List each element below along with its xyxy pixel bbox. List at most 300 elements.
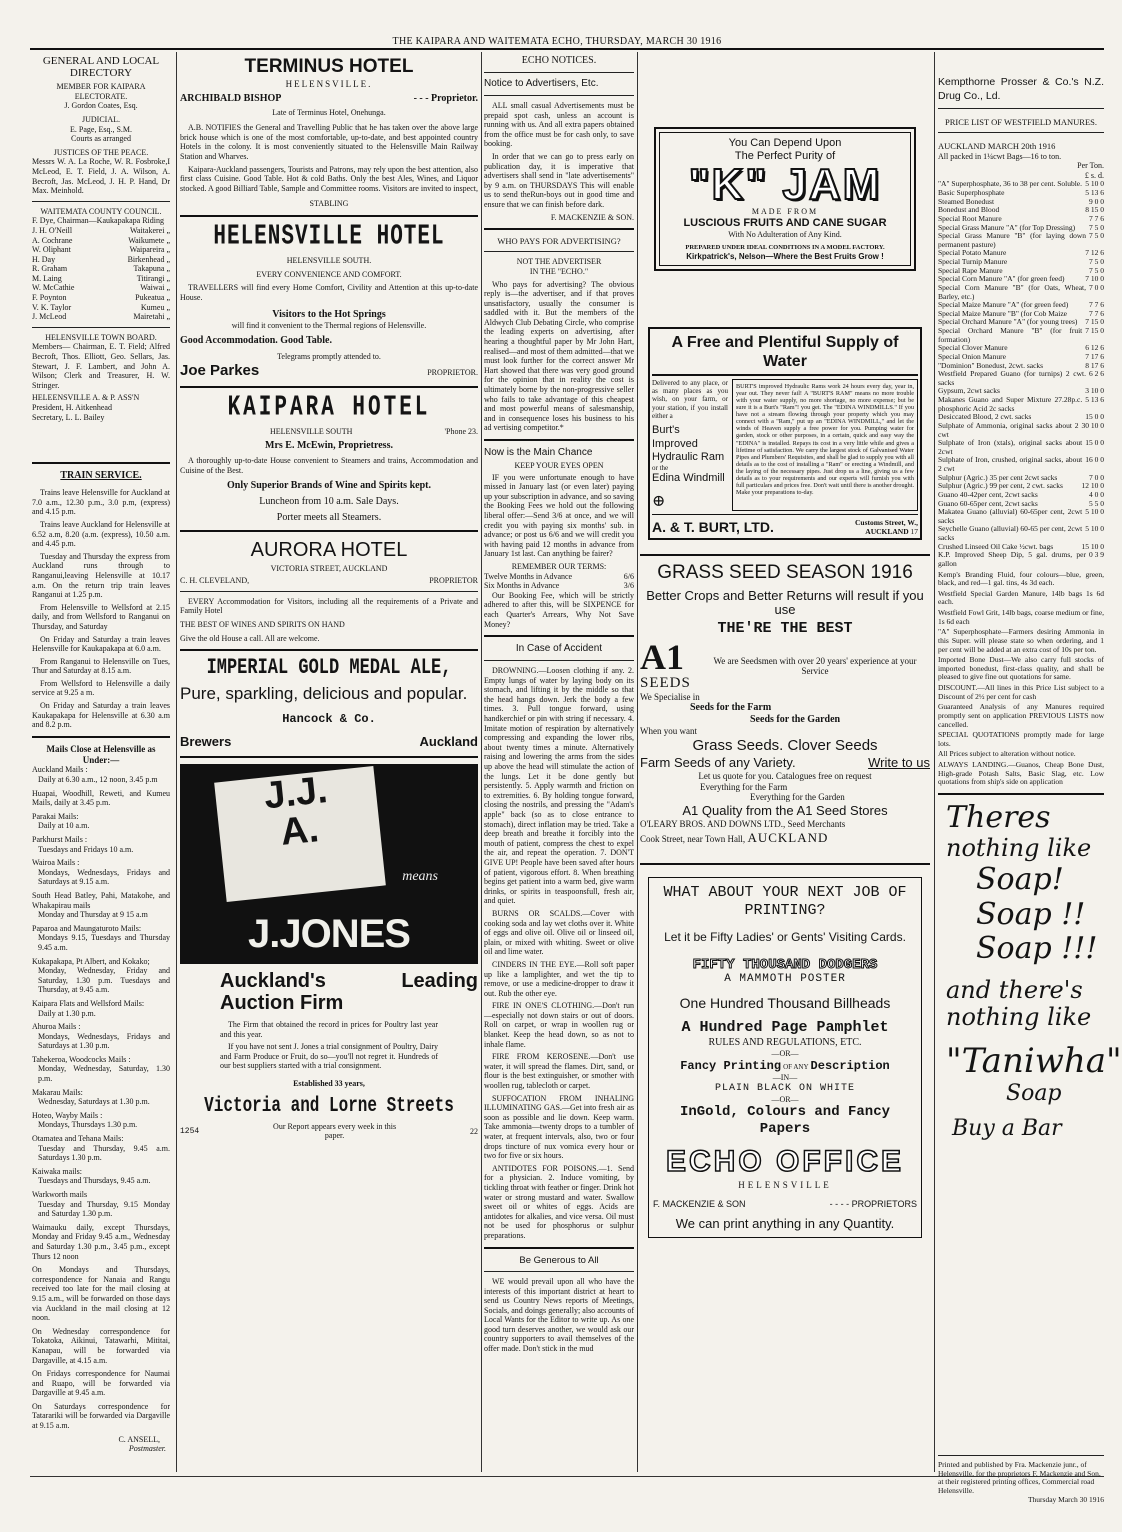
a1-seeds: SEEDS — [640, 674, 691, 691]
price-note: SPECIAL QUOTATIONS promptly made for large lots. — [938, 730, 1104, 748]
price-value: 7 5 0 — [1089, 231, 1104, 241]
aurora-name: AURORA HOTEL — [250, 538, 408, 561]
kaipara-hotel-lunch: Luncheon from 10 a.m. Sale Days. — [259, 495, 399, 507]
term-twelve: Twelve Months in Advance — [484, 571, 573, 581]
accident-cinders: CINDERS IN THE EYE.—Roll soft paper up like a lamplighter, and wet the tip to remove, or use a medicine-dropper to draw it out. Rub the other eye. — [484, 959, 634, 998]
grass-l1: Better Crops and Better Returns will result if you use — [646, 587, 924, 617]
mail-list — [32, 765, 170, 1430]
price-item: Sulphate of Iron (xtals), original sacks about 2cwt — [938, 438, 1083, 456]
price-value: 5 13 6 — [1085, 188, 1104, 198]
kaipara-hotel-phone: 'Phone 23. — [444, 426, 478, 436]
grass-cook: Cook Street, near Town Hall, — [640, 833, 746, 844]
price-item: Special Root Manure — [938, 213, 1002, 223]
column-notices — [484, 52, 634, 1462]
print-l1: Let it be Fifty Ladies' or Gents' Visiting Cards. — [664, 930, 906, 945]
echo-p1: ALL small casual Advertisements must be prepaid spot cash, unless an account is running with us. And all extra papers obtained from the office must be for cash only, to save booking. — [484, 101, 634, 149]
price-value: 7 0 0 — [1089, 472, 1104, 482]
column-divider — [637, 52, 638, 1472]
who-body: Who pays for advertising? The obvious reply is—the advertiser, and if that proves unsatisfactory, usually the consumer is saddled with it. But the members of the Aldwych Club Debating Circle, who comprise the leading experts on advertising, after hearing a thoughtful paper by Mr John Hart, realised—and most of them admitted—that we must look further for the correct answer Mr Hart showed that there was very good ground for the opinion that in reality the cost is ultimately borne by the non-progressive seller who fails to take advantage of this cheapest and most powerful means of salesmanship, and in consequence loses his business to his ad vertising competitor.* — [484, 279, 634, 433]
burt-ram: Burt's Improved Hydraulic Ram — [652, 424, 725, 463]
mail-route: Wairoa Mails : — [32, 858, 80, 868]
aurora-best: THE BEST OF WINES AND SPIRITS ON HAND — [180, 620, 345, 630]
price-value: 7 15 0 — [1085, 317, 1104, 327]
price-row — [938, 284, 1104, 301]
price-note: ALWAYS LANDING.—Guanos, Cheap Bone Dust, High-grade Potash Salts, Basic Slag, etc. Low quotations from ship's side on application — [938, 760, 1104, 787]
terminus-role: - - - Proprietor. — [413, 92, 478, 104]
mail-times: Monday and Thursday at 9 15 a.m — [38, 910, 148, 920]
jjones-banner — [180, 764, 478, 964]
terminus-stabling: STABLING — [309, 199, 349, 209]
a1-logo: A1 — [640, 637, 684, 678]
council-row — [32, 312, 170, 322]
price-note: DISCOUNT.—All lines in this Price List subject to a Discount of 2½ per cent for cash — [938, 683, 1104, 701]
kaipara-hotel-porter: Porter meets all Steamers. — [276, 511, 382, 523]
price-value: 7 7 6 — [1089, 213, 1104, 223]
soap-l5: Soap !!! — [976, 931, 1098, 967]
soap-ad — [938, 799, 1122, 1142]
kemp-price: PRICE LIST OF WESTFIELD MANURES. — [945, 117, 1097, 128]
terminus-prop: ARCHIBALD BISHOP — [180, 92, 282, 104]
mail-times: Mondays 9.15, Tuesdays and Thursday 9.45 a.m. — [38, 933, 170, 952]
aurora-old: Give the old House a call. All are welcome. — [180, 633, 320, 643]
jjones-p1: The Firm that obtained the record in prices for Poultry last year and this year. — [220, 1019, 438, 1039]
grass-farm: Seeds for the Farm — [690, 702, 772, 714]
kaipara-hotel-wine: Only Superior Brands of Wine and Spirits kept. — [227, 479, 431, 491]
print-we: We can print anything in any Quantity. — [675, 1215, 895, 1231]
price-note: "A" Superphosphate—Farmers desiring Ammonia in this Super. will please state so when ordering, and 1 per cent will be added at an extra cost of 10s per ton. — [938, 627, 1104, 654]
kaipara-hotel-body: A thoroughly up-to-date House convenient to Steamers and trains, Accommodation and Cuisine of the Best. — [180, 456, 478, 476]
kjam-l1: You Can Depend Upon — [728, 137, 842, 149]
mail-route: Warkworth mails — [32, 1190, 88, 1199]
price-item: Steamed Bonedust — [938, 196, 995, 206]
mail-route: Ahuroa Mails : — [32, 1022, 81, 1032]
price-value: 5 10 0 — [1085, 507, 1104, 517]
price-value: 15 0 0 — [1085, 412, 1104, 422]
price-value: 6 2 6 — [1089, 369, 1104, 379]
mail-route: Makarau Mails: — [32, 1087, 83, 1097]
aurora-prop: C. H. CLEVELAND, — [180, 576, 250, 586]
hot-springs: Visitors to the Hot Springs — [272, 308, 386, 320]
print-l7c: Description — [810, 1058, 890, 1073]
imprint-date: Thursday March 30 1916 — [1027, 1494, 1104, 1504]
grass-every2: Everything for the Garden — [750, 792, 845, 803]
judicial-2: Courts as arranged — [71, 134, 131, 144]
column-divider — [481, 52, 482, 1472]
jjones-logo-1: J.J. — [261, 769, 330, 818]
price-item: Special Orchard Manure "B" (for fruit formation) — [938, 326, 1083, 344]
grass-every: Everything for the Farm — [700, 781, 788, 792]
jjones-report: Our Report appears every week in this paper. — [273, 1121, 397, 1141]
aurora-addr: VICTORIA STREET, AUCKLAND — [270, 563, 388, 573]
mail-item — [32, 858, 170, 887]
helensville-hotel-role: PROPRIETOR. — [427, 367, 478, 377]
price-value: 6 12 6 — [1085, 343, 1104, 353]
print-l4: One Hundred Thousand Billheads — [679, 994, 891, 1011]
mail-times: Mondays, Wednesdays, Fridays and Saturdays at 9.15 a.m. — [38, 867, 170, 887]
chance-body2: Our Booking Fee, which will be strictly adhered to after this, will be SIXPENCE for each Quarter's Arrears, Why Not Save Money? — [484, 590, 634, 629]
jjones-p2: If you have not sent J. Jones a trial consignment of Poultry, Dairy and Farm Produce or Fruit, do so—you'll not regret it. Hundreds of our best suppliers started with a trial consignment. — [220, 1042, 438, 1071]
print-l8: PLAIN BLACK ON WHITE — [714, 1082, 856, 1094]
train-paragraph: From Ranganui to Helensville on Tues, Thur and Saturday at 8.15 a.m. — [32, 656, 170, 676]
price-value: 0 3 9 — [1089, 550, 1104, 560]
jjones-means: means — [402, 868, 438, 884]
grass-oleary: O'LEARY BROS. AND DOWNS LTD., Seed Merchants — [640, 818, 846, 829]
price-note: Guaranteed Analysis of any Manures required promptly sent on application PREVIOUS LISTS now cancelled. — [938, 702, 1104, 729]
who-s1: NOT THE ADVERTISER — [516, 257, 602, 267]
price-list — [938, 180, 1104, 568]
grass-seeds: Grass Seeds. Clover Seeds — [692, 737, 878, 755]
generous-body: WE would prevail upon all who have the interests of this important district at heart to send us Country News reports of Meetings, Socials, and doings generally; also accounts of Local Wants for the Editor to write up. As one good turn deserves another, we would ask our country supporters to avail themselves of the offer made. Don't stick in the mud — [484, 1276, 634, 1354]
price-value: 7 0 0 — [1089, 282, 1104, 292]
council-member: A. Cochrane — [32, 235, 73, 245]
mail-route: Paparoa and Maungaturoto Mails: — [32, 923, 142, 933]
term-six-price: 3/6 — [623, 581, 634, 591]
column-hotels — [180, 52, 478, 1462]
column-ads — [640, 52, 930, 1462]
imprint-text: Printed and published by Fra. Mackenzie junr., of Helensville, for the proprietors F. Mackenzie and Son, at their registered printing offices, Commercial road Helensville. — [938, 1460, 1101, 1495]
price-item: Special Clover Manure — [938, 343, 1008, 353]
burt-left: Delivered to any place, or as many places as you wish, on your farm, or your station, if you install either a — [652, 378, 728, 421]
mail-times: Tuesday and Thursday, 9.45 a.m. Saturdays 1.30 p.m. — [38, 1143, 170, 1163]
kemp-lsd: £ s. d. — [1084, 170, 1104, 180]
council-row — [32, 303, 170, 313]
kjam-kirk: Kirkpatrick's, Nelson—Where the Best Fruits Grow ! — [686, 251, 884, 261]
council-row — [32, 274, 170, 284]
print-l2: FIFTY THOUSAND DODGERS — [692, 956, 878, 973]
burt-firm: A. & T. BURT, LTD. — [652, 519, 774, 535]
mail-item — [32, 1402, 170, 1431]
kemp-title: Kempthorne Prosser & Co.'s N.Z. Drug Co., Ld. — [938, 76, 1104, 102]
accident-poisons: ANTIDOTES FOR POISONS.—1. Send for a physician. 2. Induce vomiting, by tickling throat with feather or finger. Drink hot water or strong mustard and water. Swallow sweet oil or whites of eggs. Acids are antidotes for alkalies, and vice versa. Oil must not be used for phosphorus or sulphur preparations. — [484, 1163, 634, 1240]
council-riding: Takapuna „ — [133, 264, 170, 274]
train-paragraph: From Helensville to Wellsford at 2.15 daily, and from Wellsford to Ranganui on Thursday, and Saturday — [32, 602, 170, 631]
mail-route: Otamatea and Tehana Mails: — [32, 1134, 124, 1144]
globe-icon: ⊕ — [652, 492, 666, 510]
price-value: 15 0 0 — [1085, 438, 1104, 448]
kjam-from: LUSCIOUS FRUITS AND CANE SUGAR — [683, 216, 887, 229]
price-item: Makatea Guano (alluvial) 60-65per cent, 2cwt sacks — [938, 507, 1083, 525]
helensville-hotel-tel: Telegrams promptly attended to. — [277, 352, 381, 362]
mail-item — [32, 1223, 170, 1261]
imprint — [938, 1450, 1104, 1504]
price-row — [938, 551, 1104, 568]
term-twelve-price: 6/6 — [623, 571, 634, 581]
price-item: Basic Superphosphate — [938, 188, 1005, 198]
mail-item — [32, 1369, 170, 1398]
council-row — [32, 283, 170, 293]
council-riding: Waipareira „ — [129, 245, 170, 255]
grass-title: GRASS SEED SEASON 1916 — [657, 561, 913, 583]
mail-route: South Head Batley, Pahi, Matakohe, and Whakapirau mails — [32, 890, 170, 910]
price-row — [938, 456, 1104, 473]
price-value: 3 10 0 — [1085, 386, 1104, 396]
price-notes — [938, 571, 1104, 787]
soap-l8: "Taniwha" — [946, 1040, 1122, 1081]
price-item: Makanes Guano and Super Mixture 27.28p.c. phosphoric Acid 2c sacks — [938, 395, 1083, 413]
mail-route: Kaiwaka mails: — [32, 1166, 82, 1176]
chance-terms: REMEMBER OUR TERMS: — [511, 561, 607, 571]
soap-l1: Theres — [946, 799, 1051, 835]
helensville-hotel-place: HELENSVILLE SOUTH. — [286, 256, 372, 266]
burt-body: BURT'S improved Hydraulic Rams work 24 hours every day, year in, year out. They never fail! A "BURT'S RAM" means no more trouble with your water supply, no more shortage, no more expense; but be sure it is a Burt's "Ram"! you get. The "EDINA WINDMILLS." If you have not a stream flowing through your property which you may connect with a "Ram," put up an "EDINA WINDMILL," and let the winds of Heaven supply a free power for you. Pumping water for garden, stock or other purposes, in a certain, quick and easy way the "EDINA" is installed. Repays its cost in a very little while and gives a lifetime of satisfaction. We carry the largest stock of Galvanised Water Pipes and Plumbers' Requisites, and shall be glad to supply you with all details as to the cost of installing a "Ram" or erecting a Windmill, and the laying of the necessary pipes. Just drop us a line, giving us a few details as to your requirements and our experts will furnish you with full particulars and prices free. Don't wait until there is another drought. Make your preparations to-day. — [732, 379, 918, 511]
price-row — [938, 439, 1104, 456]
mail-item — [32, 891, 170, 920]
mail-item — [32, 924, 170, 953]
echo-title: ECHO NOTICES. — [521, 55, 597, 66]
jjones-num: 22 — [469, 1126, 478, 1136]
price-value: 5 13 6 — [1085, 395, 1104, 405]
council-list — [32, 216, 170, 322]
board-heading: HELENSVILLE TOWN BOARD. — [45, 332, 157, 342]
price-item: Special Turnip Manure — [938, 257, 1008, 267]
mail-item — [32, 1055, 170, 1084]
print-in: —IN— — [772, 1073, 798, 1083]
column-manures — [938, 52, 1122, 1462]
jjones-card — [214, 766, 386, 902]
terminus-place: HELENSVILLE. — [285, 78, 373, 89]
train-paragraph: On Friday and Saturday a train leaves Helensville for Kaukapakapa at 6.0 a.m. — [32, 634, 170, 654]
ale-company: Hancock & Co. — [282, 712, 376, 726]
price-row — [938, 525, 1104, 542]
postmaster-name: C. ANSELL, — [118, 1434, 160, 1444]
price-item: Special Corn Manure "B" (for Oats, Wheat, Barley, etc.) — [938, 282, 1086, 301]
price-row — [938, 396, 1104, 413]
mail-times: Monday, Wednesday, Saturday, 1.30 p.m. — [38, 1064, 170, 1084]
grass-write: Write to us — [868, 755, 930, 771]
price-value: 7 7 6 — [1089, 308, 1104, 318]
price-row — [938, 508, 1104, 525]
print-echo: ECHO OFFICE — [665, 1145, 904, 1179]
mails-title: Mails Close at Helensville as Under:— — [46, 743, 156, 765]
aurora-role: PROPRIETOR — [429, 576, 478, 586]
council-riding: Titirangi „ — [136, 273, 170, 283]
print-l7: Fancy Printing — [680, 1058, 782, 1073]
grass-quality: A1 Quality from the A1 Seed Stores — [682, 803, 888, 819]
kemp-date: AUCKLAND MARCH 20th 1916 — [938, 141, 1056, 152]
printing-ad — [648, 877, 922, 1238]
grass-spec: We Specialise in — [640, 691, 700, 702]
chance-title: Now is the Main Chance — [484, 447, 593, 458]
mail-times: Daily at 1.30 p.m. — [38, 1008, 96, 1018]
council-member: F. Dye, Chairman—Kaukapakapa Riding — [32, 216, 164, 226]
price-item: Sulphate of Ammonia, original sacks about 2 cwt — [938, 420, 1079, 439]
council-member: J. H. O'Neill — [32, 225, 73, 235]
mail-route: On Saturdays correspondence for Tatarariki will be forwarded via Dargaville at 9.15 a.m. — [32, 1401, 170, 1431]
council-riding: Waitakerei „ — [130, 225, 170, 235]
price-item: "A" Superphosphate, 36 to 38 per cent. Soluble. — [938, 179, 1083, 189]
accident-burns: BURNS OR SCALDS.—Cover with cooking soda and lay wet cloths over it. White of eggs and olive oil. Olive oil or linseed oil, plain, or mixed with whiting. Sweet or olive oil and lime water. — [484, 908, 634, 957]
bottom-rule — [30, 1476, 1104, 1477]
council-riding: Kumeu „ — [140, 302, 170, 312]
price-item: Desiccated Blood, 2 cwt. sacks — [938, 412, 1032, 422]
ap-heading: HELEENSVILLE A. & P. ASS'N — [32, 393, 140, 403]
aurora-body: EVERY Accommodation for Visitors, including all the requirements of a Private and Family Hotel — [180, 596, 478, 616]
mail-times: Tuesdays and Thursdays, 9.45 a.m. — [38, 1176, 151, 1186]
price-value: 30 10 0 — [1081, 420, 1104, 430]
jp-list: Messrs W. A. La Roche, W. R. Fosbroke,I McLeod, E. T. Field, J. A. Wilson, A. Becroft, Jas. McLeod, J. H. P. Hand, Dr Max. Meinhold. — [32, 157, 170, 196]
print-prop: - - - - PROPRIETORS — [829, 1198, 917, 1209]
terminus-name: TERMINUS HOTEL — [244, 56, 414, 77]
accident-gas: SUFFOCATION FROM INHALING ILLUMINATING GAS.—Get into fresh air as soon as possible and lie down. Keep warm. Take ammonia—twenty drops to a tumbler of water, at frequent intervals, also, two or four drops tincture of nux vomica every hour or two for five or six hours. — [484, 1093, 634, 1161]
kjam-made: MADE FROM — [751, 207, 819, 217]
mail-route: Kaipara Flats and Wellsford Mails: — [32, 998, 145, 1008]
price-value: 5 5 0 — [1089, 498, 1104, 508]
price-item: Special Corn Manure "A" (for green feed) — [938, 274, 1065, 284]
grass-seedsmen: We are Seedsmen with over 20 years' experience at your Service — [713, 655, 917, 677]
kjam-adult: With No Adulteration of Any Kind. — [728, 230, 842, 240]
train-service — [32, 488, 170, 730]
mail-route: Waimauku daily, except Thursdays, Monday and Friday 9.45 a.m., Wednesday and Saturday 1.30 p.m., 3.45 p.m., except Thurs 12 noon — [32, 1222, 170, 1261]
price-item: K.P. Improved Sheep Dip, 5 gal. drums, per gallon — [938, 550, 1086, 568]
masthead-rule — [30, 48, 1104, 50]
price-item: Special Grass Manure "A" (for Top Dressing) — [938, 222, 1076, 232]
price-item: Special Onion Manure — [938, 351, 1006, 361]
soap-l9: Soap — [1006, 1080, 1062, 1106]
price-item: Special Potato Manure — [938, 248, 1007, 258]
train-paragraph: Tuesday and Thursday the express from Auckland runs through to Ranganui,leaving Helensville at 10.17 a.m. On the return trip train leaves Ranganui at 1.25 p.m. — [32, 551, 170, 600]
mail-item — [32, 812, 170, 831]
helensville-hotel-line: EVERY CONVENIENCE AND COMFORT. — [256, 269, 402, 279]
mail-route: On Mondays and Thursdays, correspondence for Nanaia and Rangu received too late for the mail closing at 9.15 a.m., will be forwarded on those days via Auckland in the mail closing at 12 noon. — [32, 1265, 170, 1323]
echo-p2: In order that we can go to press early on publication day, it is imperative that advertisers shall send in "late advertisements" by 9 a.m. on THURSDAYS This will enable us to send theRun-boys out in good time and ensure that we can finish before dark. — [484, 151, 634, 209]
mail-route: On Fridays correspondence for Naumai and Ruapo, will be forwarded via Dargaville at 9.45 a.m. — [32, 1369, 170, 1398]
council-member: R. Graham — [32, 264, 68, 274]
council-riding: Birkenhead „ — [127, 254, 170, 264]
postmaster-title: Postmaster. — [128, 1444, 166, 1454]
price-value: 8 15 0 — [1085, 205, 1104, 215]
price-item: Guano 60-65per cent, 2cwt sacks — [938, 498, 1038, 508]
mail-route: Tahekeroa, Woodcocks Mails : — [32, 1054, 131, 1064]
price-item: Sulphur (Agric.) 99 per cent, 2 cwt. sacks — [938, 481, 1063, 491]
ap-president: President, H. Aitkenhead — [32, 403, 112, 412]
helensville-hotel-body: TRAVELLERS will find every Home Comfort, Civility and Attention at this up-to-date House. — [180, 283, 478, 302]
burt-mill: Edina Windmill — [652, 472, 725, 485]
generous-title: Be Generous to All — [519, 1254, 599, 1266]
mail-times: Mondays, Thursdays 1.30 p.m. — [38, 1120, 138, 1130]
price-value: 7 5 0 — [1089, 222, 1104, 232]
soap-l10: Buy a Bar — [952, 1116, 1062, 1142]
price-value: 7 5 0 — [1089, 257, 1104, 267]
burt-city: AUCKLAND — [865, 526, 909, 536]
council-row — [32, 293, 170, 303]
burt-head: A Free and Plentiful Supply of Water — [652, 331, 918, 375]
helensville-hotel-acc: Good Accommodation. Good Table. — [180, 335, 332, 347]
kaipara-hotel-name: KAIPARA HOTEL — [227, 392, 431, 424]
price-note: All Prices subject to alteration without notice. — [938, 749, 1076, 759]
accident-kerosene: FIRE FROM KEROSENE.—Don't use water, it will spread the flames. Dirt, sand, or flour is the best extinguisher, or smother with woollen rug, tablecloth or carpet. — [484, 1052, 634, 1091]
train-title: TRAIN SERVICE. — [60, 470, 142, 482]
print-firm: F. MACKENZIE & SON — [653, 1198, 746, 1209]
burt-ad — [648, 327, 922, 540]
mail-route: Auckland Mails : — [32, 765, 88, 775]
judicial-heading: JUDICIAL. — [82, 114, 120, 124]
chance-sub: KEEP YOUR EYES OPEN — [514, 461, 604, 470]
mail-route: Parkhurst Mails : — [32, 835, 88, 844]
price-value: 7 17 6 — [1085, 351, 1104, 361]
print-hel: HELENSVILLE — [738, 1180, 832, 1191]
jjones-established: Established 33 years, — [293, 1078, 365, 1088]
mail-item — [32, 957, 170, 995]
print-l3: A MAMMOTH POSTER — [724, 973, 846, 986]
ale-tag: Pure, sparkling, delicious and popular. — [180, 683, 468, 703]
price-value: 7 5 0 — [1089, 265, 1104, 275]
soap-l7: nothing like — [946, 1003, 1092, 1032]
ap-secretary: Secretary, L. L. Bailey — [32, 412, 105, 422]
print-l9: InGold, Colours and Fancy Papers — [679, 1104, 891, 1138]
term-six: Six Months in Advance — [484, 581, 560, 591]
mail-item — [32, 789, 170, 808]
helensville-hotel-prop: Joe Parkes — [180, 361, 260, 379]
mail-item — [32, 1190, 170, 1219]
council-row — [32, 226, 170, 236]
column-divider — [934, 52, 935, 1472]
price-item: Guano 40-42per cent, 2cwt sacks — [938, 489, 1038, 499]
price-note: Kemp's Branding Fluid, four colours—blue, green, black, and red—1 gal. tins, 4s 3d each. — [938, 569, 1104, 588]
price-item: Special Grass Manure "B" (for laying down permanent pasture) — [938, 231, 1086, 249]
mail-item — [32, 999, 170, 1018]
kaipara-hotel-place: HELENSVILLE SOUTH — [270, 426, 353, 436]
council-heading: WAITEMATA COUNTY COUNCIL. — [40, 206, 162, 216]
council-riding: Mairetahi „ — [133, 312, 170, 322]
council-riding: Waiwai „ — [140, 283, 170, 293]
mail-route: Parakai Mails: — [32, 811, 79, 821]
print-l5: A Hundred Page Pamphlet — [681, 1019, 889, 1037]
kjam-name: "K" JAM — [688, 160, 882, 210]
council-row — [32, 236, 170, 246]
burt-addr: Customs Street, W., — [855, 517, 918, 527]
price-value: 12 10 0 — [1081, 481, 1104, 491]
price-value: 7 15 0 — [1085, 326, 1104, 336]
echo-sub: Notice to Advertisers, Etc. — [484, 78, 599, 89]
price-item: Crushed Linseed Oil Cake ½cwt. bags — [938, 541, 1054, 551]
print-or2: —OR— — [771, 1094, 799, 1104]
council-member: V. K. Taylor — [32, 302, 72, 312]
accident-drowning: DROWNING.—Loosen clothing if any. 2. Empty lungs of water by laying body on its stomach, and lifting it by the middle so that the head hangs down. Jerk the body a few times. 3. Pull tongue forward, using handkerchief or pin with string if necessary. 4. Imitate motion of respiration by alternatively compressing and expanding the lower ribs, about twenty times a minute. Alternatively raising and lowering the arms from the sides up above the head will stimulate the action of the lungs. Let it be done gently but persistently. 5. Apply warmth and friction on to extremities. 6. By holding tongue forward, closing the nostrils, and pressing the "Adam's apple" back (so as to close entrance to stomach), direct inflation may be tried. Take a deep breath and breathe it forcibly into the mouth of patient, compress the chest to expel the air, and repeat the operation. 7. DON'T GIVE UP! People have been saved after hours of patient, vigorous effort. 8. When breathing begins get patient into a warm bed, give warm drinks, or spirits in teaspoonsfull, fresh air, and quiet. — [484, 666, 634, 906]
jp-heading: JUSTICES OF THE PEACE. — [53, 147, 149, 157]
print-or1: —OR— — [771, 1049, 799, 1059]
mail-item — [32, 765, 170, 784]
price-item: Bonedust and Blood — [938, 205, 1000, 215]
jjones-logo-2: A. — [278, 808, 321, 854]
mail-times: Tuesdays and Fridays 10 a.m. — [38, 844, 134, 854]
price-row — [938, 422, 1104, 439]
soap-l4: Soap !! — [976, 896, 1086, 932]
train-paragraph: Trains leave Helensville for Auckland at 7.0 a.m., 12.30 p.m., 3.0 p.m, (express) and 4.15 p.m. — [32, 488, 170, 517]
print-l7b: OF ANY — [783, 1062, 809, 1071]
grass-auckland: AUCKLAND — [747, 829, 829, 845]
price-item: Gypsum, 2cwt sacks — [938, 386, 1000, 396]
price-value: 8 17 6 — [1085, 360, 1104, 370]
mail-item — [32, 1327, 170, 1365]
price-row — [938, 327, 1104, 344]
price-value: 5 10 0 — [1085, 179, 1104, 189]
mail-times: Daily at 10 a.m. — [38, 821, 90, 831]
hot-springs-2: will find it convenient to the Thermal regions of Helensville. — [231, 320, 427, 330]
mail-item — [32, 1265, 170, 1323]
council-riding: Waikumete „ — [128, 235, 170, 245]
mail-route: Kukapakapa, Pt Albert, and Kokako; — [32, 956, 150, 966]
council-row — [32, 216, 170, 226]
council-riding: Pukeatua „ — [135, 293, 170, 303]
council-member: W. Oliphant — [32, 245, 71, 255]
helensville-hotel-name: HELENSVILLE HOTEL — [213, 221, 445, 253]
mail-item — [32, 1111, 170, 1130]
mail-times: Mondays, Wednesdays, Fridays and Saturdays at 1.30 p.m. — [38, 1031, 170, 1051]
mail-times: Tuesday and Thursday, 9.15 Monday and Saturday 1.30 p.m. — [38, 1199, 170, 1219]
soap-l3: Soap! — [976, 862, 1064, 898]
kjam-prep: PREPARED UNDER IDEAL CONDITIONS IN A MODEL FACTORY. — [685, 243, 885, 251]
who-title: WHO PAYS FOR ADVERTISING? — [497, 236, 621, 247]
